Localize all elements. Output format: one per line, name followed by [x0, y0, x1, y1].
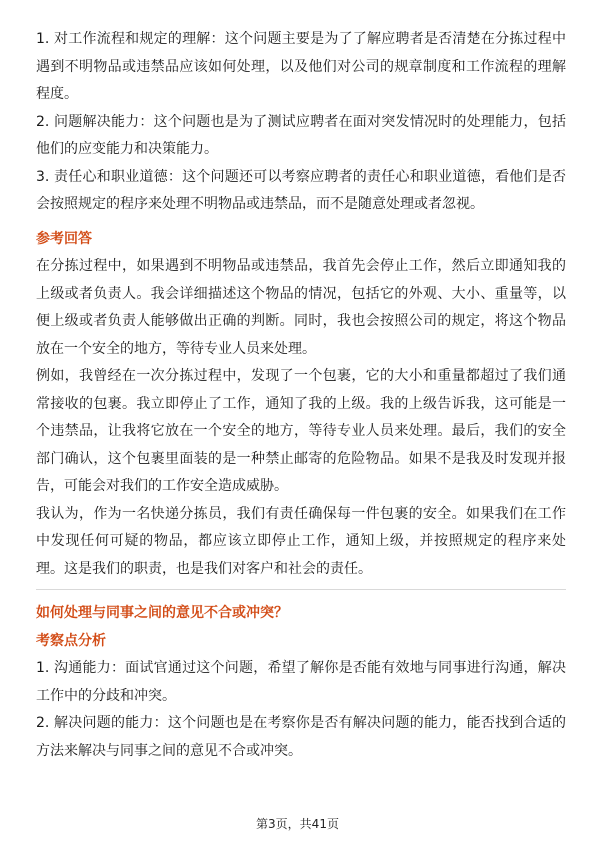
evaluation-point-1: 1. 对工作流程和规定的理解：这个问题主要是为了了解应聘者是否清楚在分拣过程中遇到不明物品或违禁品应该如何处理，以及他们对公司的规章制度和工作流程的理解程度。: [36, 31, 566, 102]
evaluation-point-2: 2. 问题解决能力：这个问题也是为了测试应聘者在面对突发情况时的处理能力，包括他们的应变能力和决策能力。: [36, 113, 566, 157]
analysis-heading: 考察点分析: [36, 632, 106, 649]
evaluation-point-3: 3. 责任心和职业道德：这个问题还可以考察应聘者的责任心和职业道德，看他们是否会按照规定的程序来处理不明物品或违禁品，而不是随意处理或者忽视。: [36, 168, 566, 212]
answer-paragraph-1: 在分拣过程中，如果遇到不明物品或违禁品，我首先会停止工作，然后立即通知我的上级或者负责人。我会详细描述这个物品的情况，包括它的外观、大小、重量等，以便上级或者负责人能够做出正确的判断。同时，我也会按照公司的规定，将这个物品放在一个安全的地方，等待专业人员来处理。: [36, 258, 566, 357]
page-content: [36, 26, 566, 765]
answer-paragraph-2: 例如，我曾经在一次分拣过程中，发现了一个包裹，它的大小和重量都超过了我们通常接收的包裹。我立即停止了工作，通知了我的上级。我的上级告诉我，这可能是一个违禁品，让我将它放在一个安全的地方，等待专业人员来处理。最后，我们的安全部门确认，这个包裹里面装的是一种禁止邮寄的危险物品。如果不是我及时发现并报告，可能会对我们的工作安全造成威胁。: [36, 368, 566, 494]
analysis-point-2: 2. 解决问题的能力：这个问题也是在考察你是否有解决问题的能力，能否找到合适的方法来解决与同事之间的意见不合或冲突。: [36, 715, 566, 759]
spacer: [36, 219, 566, 226]
analysis-point-1: 1. 沟通能力：面试官通过这个问题，希望了解你是否能有效地与同事进行沟通，解决工作中的分歧和冲突。: [36, 660, 566, 704]
answer-paragraph-3: 我认为，作为一名快递分拣员，我们有责任确保每一件包裹的安全。如果我们在工作中发现任何可疑的物品，都应该立即停止工作，通知上级，并按照规定的程序来处理。这是我们的职责，也是我们对客户和社会的责任。: [36, 505, 566, 577]
answer-heading: 参考回答: [36, 230, 92, 247]
question-title: 如何处理与同事之间的意见不合或冲突？: [36, 605, 288, 621]
section-divider: [36, 589, 566, 590]
page-number: 第3页，共41页: [256, 817, 339, 831]
